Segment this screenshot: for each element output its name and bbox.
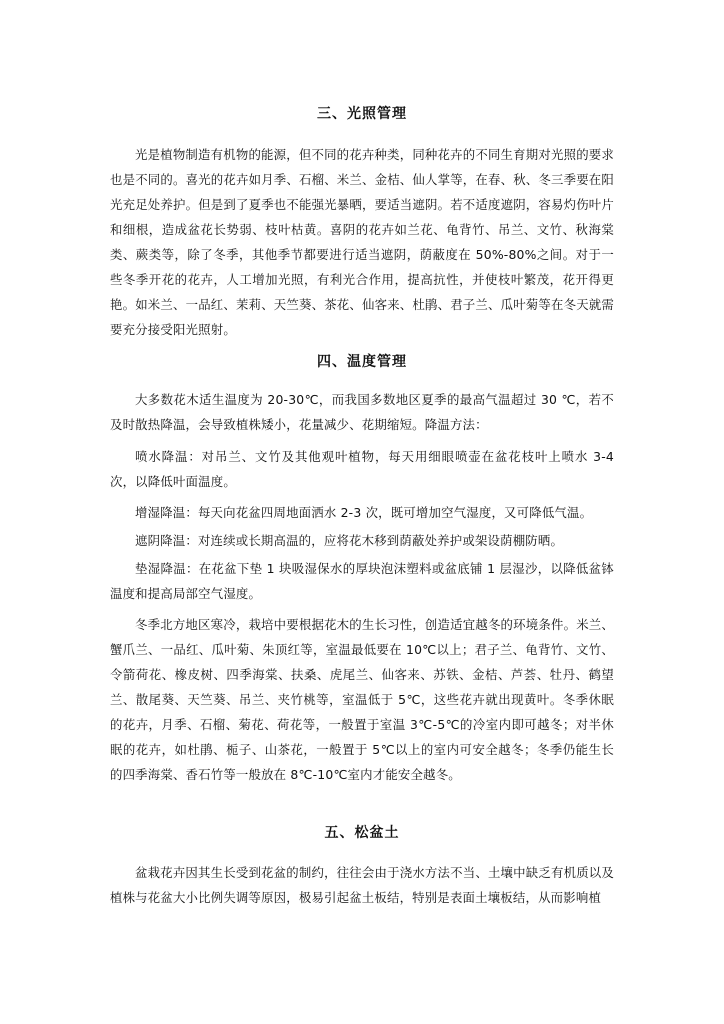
section-3-paragraph: 光是植物制造有机物的能源，但不同的花卉种类，同种花卉的不同生育期对光照的要求也是不同的。喜光的花卉如月季、石榴、米兰、金桔、仙人掌等，在春、秋、冬三季要在阳光充足处养护。但是到了夏季也不能强光暴晒，要适当遮阴。若不适度遮阴，容易灼伤叶片和细根，造成盆花长势弱、枝叶枯黄。喜阴的花卉如兰花、龟背竹、吊兰、文竹、秋海棠类、蕨类等，除了冬季，其他季节都要进行适当遮阴，荫蔽度在 50%-80%之间。对于一些冬季开花的花卉，人工增加光照，有利光合作用，提高抗性，并使枝叶繁茂，花开得更艳。如米兰、一品红、茉莉、天竺葵、茶花、仙客来、杜鹃、君子兰、瓜叶菊等在冬天就需要充分接受阳光照射。 [110, 147, 614, 337]
section-4-title: 四、温度管理 [317, 354, 407, 370]
section-3-title: 三、光照管理 [317, 106, 407, 122]
section-5-title: 五、松盆土 [324, 825, 400, 841]
section-5-paragraph: 盆栽花卉因其生长受到花盆的制约，往往会由于浇水方法不当、土壤中缺乏有机质以及植株与花盆大小比例失调等原因，极易引起盆土板结，特别是表面土壤板结，从而影响植 [110, 865, 614, 905]
section-4-method-humidify: 增湿降温：每天向花盆四周地面洒水 2-3 次，既可增加空气湿度，又可降低气温。 [135, 505, 593, 520]
section-4-method-shade: 遮阴降温：对连续或长期高温的，应将花木移到荫蔽处养护或架设荫棚防晒。 [135, 533, 564, 548]
section-4-method-pad: 垫湿降温：在花盆下垫 1 块吸湿保水的厚块泡沫塑料或盆底铺 1 层湿沙，以降低盆钵温度和提高局部空气湿度。 [110, 561, 614, 601]
section-4-winter: 冬季北方地区寒冷，栽培中要根据花木的生长习性，创造适宜越冬的环境条件。米兰、蟹爪兰、一品红、瓜叶菊、朱顶红等，室温最低要在 10℃以上；君子兰、龟背竹、文竹、令箭荷花、橡皮树、四季海棠、扶桑、虎尾兰、仙客来、苏铁、金桔、芦荟、牡丹、鹤望兰、散尾葵、天竺葵、吊兰、夹竹桃等，室温低于 5℃，这些花卉就出现黄叶。冬季休眠的花卉，月季、石榴、菊花、荷花等，一般置于室温 3℃-5℃的冷室内即可越冬；对半休眠的花卉，如杜鹃、栀子、山茶花，一般置于 5℃以上的室内可安全越冬；冬季仍能生长的四季海棠、香石竹等一般放在 8℃-10℃室内才能安全越冬。 [110, 617, 614, 782]
section-4-intro: 大多数花木适生温度为 20-30℃，而我国多数地区夏季的最高气温超过 30 ℃，若不及时散热降温，会导致植株矮小，花量减少、花期缩短。降温方法： [110, 392, 614, 432]
section-4-method-spray: 喷水降温：对吊兰、文竹及其他观叶植物，每天用细眼喷壶在盆花枝叶上喷水 3-4 次，以降低叶面温度。 [110, 449, 614, 489]
